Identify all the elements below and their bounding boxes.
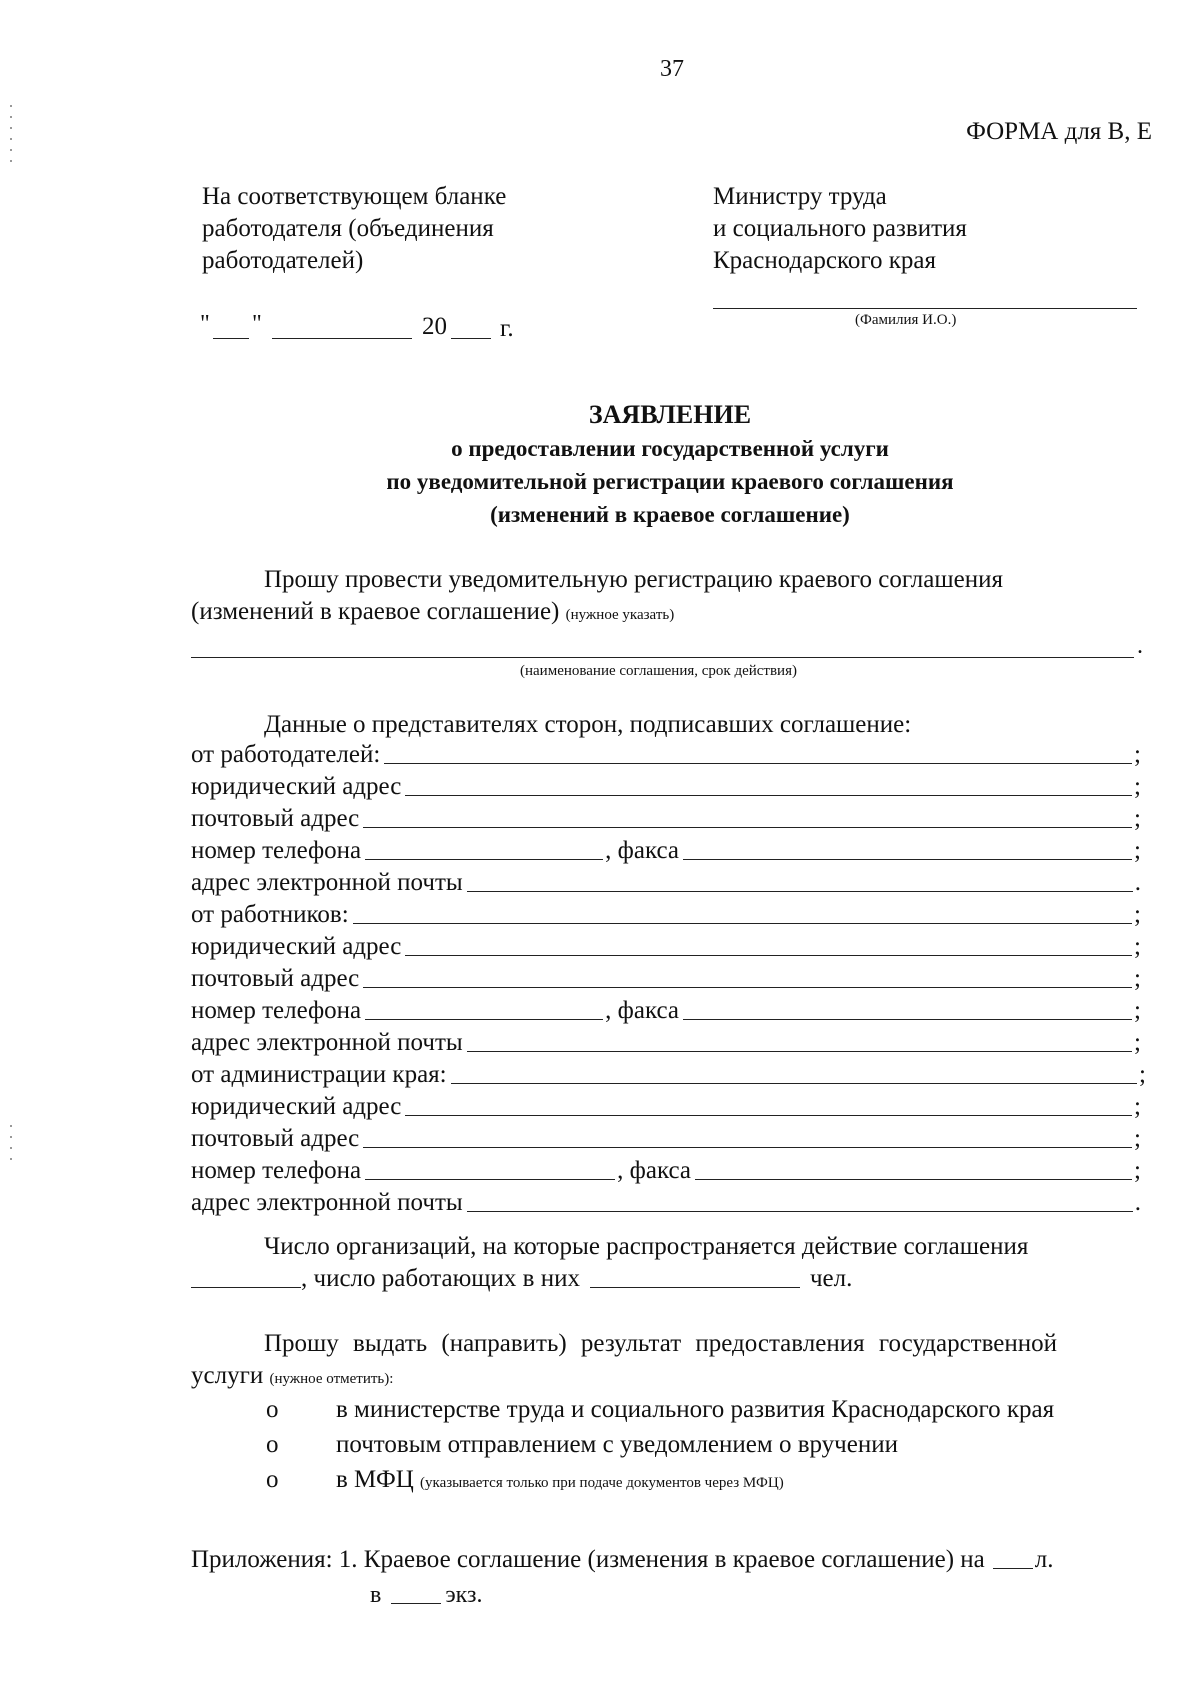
workers-phone-fax-field	[191, 996, 1141, 1026]
employers-phone-fax-field	[191, 836, 1141, 866]
delivery-option-note: (указывается только при подаче документов через МФЦ)	[420, 1475, 784, 1491]
employers-email-field	[191, 868, 1141, 898]
left-header-line: работодателя (объединения	[202, 215, 494, 242]
input-line[interactable]	[467, 1051, 1132, 1052]
field-label: адрес электронной почты	[191, 1189, 463, 1216]
field-label: номер телефона	[191, 997, 362, 1024]
field-label: от работодателей:	[191, 741, 381, 768]
field-end: ;	[1134, 965, 1141, 992]
date-year-prefix: 20	[422, 313, 447, 340]
delivery-option-label: в МФЦ	[336, 1466, 414, 1493]
employers-legal-address-field	[191, 772, 1141, 802]
title-line-3: (изменений в краевое соглашение)	[490, 502, 850, 527]
input-line[interactable]	[353, 923, 1132, 924]
left-header-line: работодателей)	[202, 247, 364, 274]
delivery-option-label: в министерстве труда и социального развития Краснодарского края	[336, 1396, 1055, 1423]
org-count-input-line[interactable]	[191, 1287, 301, 1288]
phone-input-line[interactable]	[365, 1179, 615, 1180]
delivery-option-label: почтовым отправлением с уведомлением о вручении	[336, 1431, 898, 1458]
field-end: ;	[1134, 901, 1141, 928]
form-label: ФОРМА для В, Е	[966, 118, 1152, 145]
request-line-1: Прошу провести уведомительную регистрацию краевого соглашения	[264, 566, 1003, 593]
input-line[interactable]	[467, 1211, 1133, 1212]
input-line[interactable]	[363, 1147, 1132, 1148]
delivery-option-mail[interactable]	[266, 1430, 898, 1460]
field-label: номер телефона	[191, 1157, 362, 1184]
field-end: ;	[1134, 997, 1141, 1024]
administration-phone-fax-field	[191, 1156, 1141, 1186]
request-end-mark: .	[1137, 633, 1143, 659]
fax-input-line[interactable]	[683, 1019, 1132, 1020]
field-label: почтовый адрес	[191, 1125, 360, 1152]
input-line[interactable]	[405, 955, 1132, 956]
field-end: ;	[1134, 1125, 1141, 1152]
date-year-line[interactable]	[451, 338, 491, 339]
agreement-name-line[interactable]	[191, 657, 1134, 658]
field-end: .	[1134, 1189, 1141, 1216]
radio-circle-icon[interactable]: о	[266, 1396, 279, 1423]
delivery-option-mfc[interactable]	[266, 1465, 784, 1498]
administration-postal-address-field	[191, 1124, 1141, 1154]
addressee-line: Краснодарского края	[713, 247, 936, 274]
workers-count-input-line[interactable]	[590, 1287, 800, 1288]
field-label: юридический адрес	[191, 933, 402, 960]
input-line[interactable]	[405, 795, 1132, 796]
field-label: адрес электронной почты	[191, 869, 463, 896]
agreement-name-caption: (наименование соглашения, срок действия)	[520, 663, 797, 679]
field-end: ;	[1134, 1093, 1141, 1120]
field-label: от работников:	[191, 901, 349, 928]
field-label: почтовый адрес	[191, 965, 360, 992]
employers-postal-address-field	[191, 804, 1141, 834]
delivery-line-2	[191, 1361, 393, 1394]
input-line[interactable]	[384, 763, 1132, 764]
delivery-note: (нужное отметить):	[269, 1371, 394, 1387]
field-end: ;	[1134, 741, 1141, 768]
input-line[interactable]	[363, 827, 1132, 828]
fax-label: , факса	[617, 1157, 691, 1184]
field-end: ;	[1134, 933, 1141, 960]
scan-artifact	[10, 1125, 12, 1169]
title-line-2: по уведомительной регистрации краевого соглашения	[386, 469, 954, 494]
addressee-line: Министру труда	[713, 183, 887, 210]
radio-circle-icon[interactable]: о	[266, 1466, 279, 1493]
field-end: ;	[1139, 1061, 1146, 1088]
field-end: ;	[1134, 805, 1141, 832]
workers-legal-address-field	[191, 932, 1141, 962]
addressee-name-caption: (Фамилия И.О.)	[855, 312, 957, 328]
administration-email-field	[191, 1188, 1141, 1218]
date-day-line[interactable]	[213, 338, 249, 339]
field-label: от администрации края:	[191, 1061, 447, 1088]
copies-input-line[interactable]	[391, 1603, 441, 1604]
field-end: ;	[1134, 1157, 1141, 1184]
addressee-line: и социального развития	[713, 215, 967, 242]
title-line-1: о предоставлении государственной услуги	[451, 436, 889, 461]
date-suffix: г.	[500, 315, 514, 342]
title-main: ЗАЯВЛЕНИЕ	[588, 400, 752, 429]
input-line[interactable]	[467, 891, 1133, 892]
addressee-name-line[interactable]	[713, 308, 1137, 309]
copies-line	[370, 1580, 482, 1610]
field-label: юридический адрес	[191, 1093, 402, 1120]
workers-count-label: , число работающих в них	[301, 1265, 580, 1292]
request-line-2	[191, 597, 674, 630]
org-count-line-1: Число организаций, на которые распространяется действие соглашения	[264, 1233, 1029, 1260]
field-end: ;	[1134, 773, 1141, 800]
workers-count-unit: чел.	[809, 1265, 853, 1292]
date-quote-open: "	[200, 311, 210, 337]
input-line[interactable]	[363, 987, 1132, 988]
phone-input-line[interactable]	[365, 859, 603, 860]
org-count-line-2	[191, 1264, 852, 1294]
field-label: юридический адрес	[191, 773, 402, 800]
workers-email-field	[191, 1028, 1141, 1058]
field-label: почтовый адрес	[191, 805, 360, 832]
date-month-line[interactable]	[272, 338, 412, 339]
radio-circle-icon[interactable]: о	[266, 1431, 279, 1458]
copies-prefix: в	[370, 1582, 382, 1608]
attachments-line	[191, 1545, 1053, 1575]
scan-artifact	[10, 105, 12, 171]
page-number: 37	[660, 56, 684, 82]
left-header-line: На соответствующем бланке	[202, 183, 507, 210]
sheets-unit: л.	[1034, 1546, 1054, 1573]
field-label: адрес электронной почты	[191, 1029, 463, 1056]
administration-field	[191, 1060, 1146, 1090]
field-end: ;	[1134, 837, 1141, 864]
copies-unit: экз.	[445, 1582, 483, 1608]
field-label: номер телефона	[191, 837, 362, 864]
phone-input-line[interactable]	[365, 1019, 603, 1020]
request-note: (нужное указать)	[565, 607, 675, 623]
representatives-heading: Данные о представителях сторон, подписавших соглашение:	[264, 711, 912, 738]
fax-label: , факса	[605, 837, 679, 864]
sheets-input-line[interactable]	[993, 1568, 1033, 1569]
workers-postal-address-field	[191, 964, 1141, 994]
delivery-line-2-text: услуги	[191, 1362, 264, 1389]
fax-input-line[interactable]	[695, 1179, 1132, 1180]
field-end: ;	[1134, 1029, 1141, 1056]
employers-field	[191, 740, 1141, 770]
field-end: .	[1134, 869, 1141, 896]
delivery-option-ministry[interactable]	[266, 1395, 1054, 1425]
administration-legal-address-field	[191, 1092, 1141, 1122]
date-quote-close: "	[252, 311, 262, 337]
input-line[interactable]	[451, 1083, 1137, 1084]
fax-input-line[interactable]	[683, 859, 1132, 860]
workers-field	[191, 900, 1141, 930]
fax-label: , факса	[605, 997, 679, 1024]
request-line-2-text: (изменений в краевое соглашение)	[191, 598, 560, 625]
input-line[interactable]	[405, 1115, 1132, 1116]
attachments-label: Приложения: 1. Краевое соглашение (изменения в краевое соглашение) на	[191, 1546, 985, 1573]
delivery-line-1: Прошу выдать (направить) результат предоставления государственной	[264, 1330, 1058, 1357]
